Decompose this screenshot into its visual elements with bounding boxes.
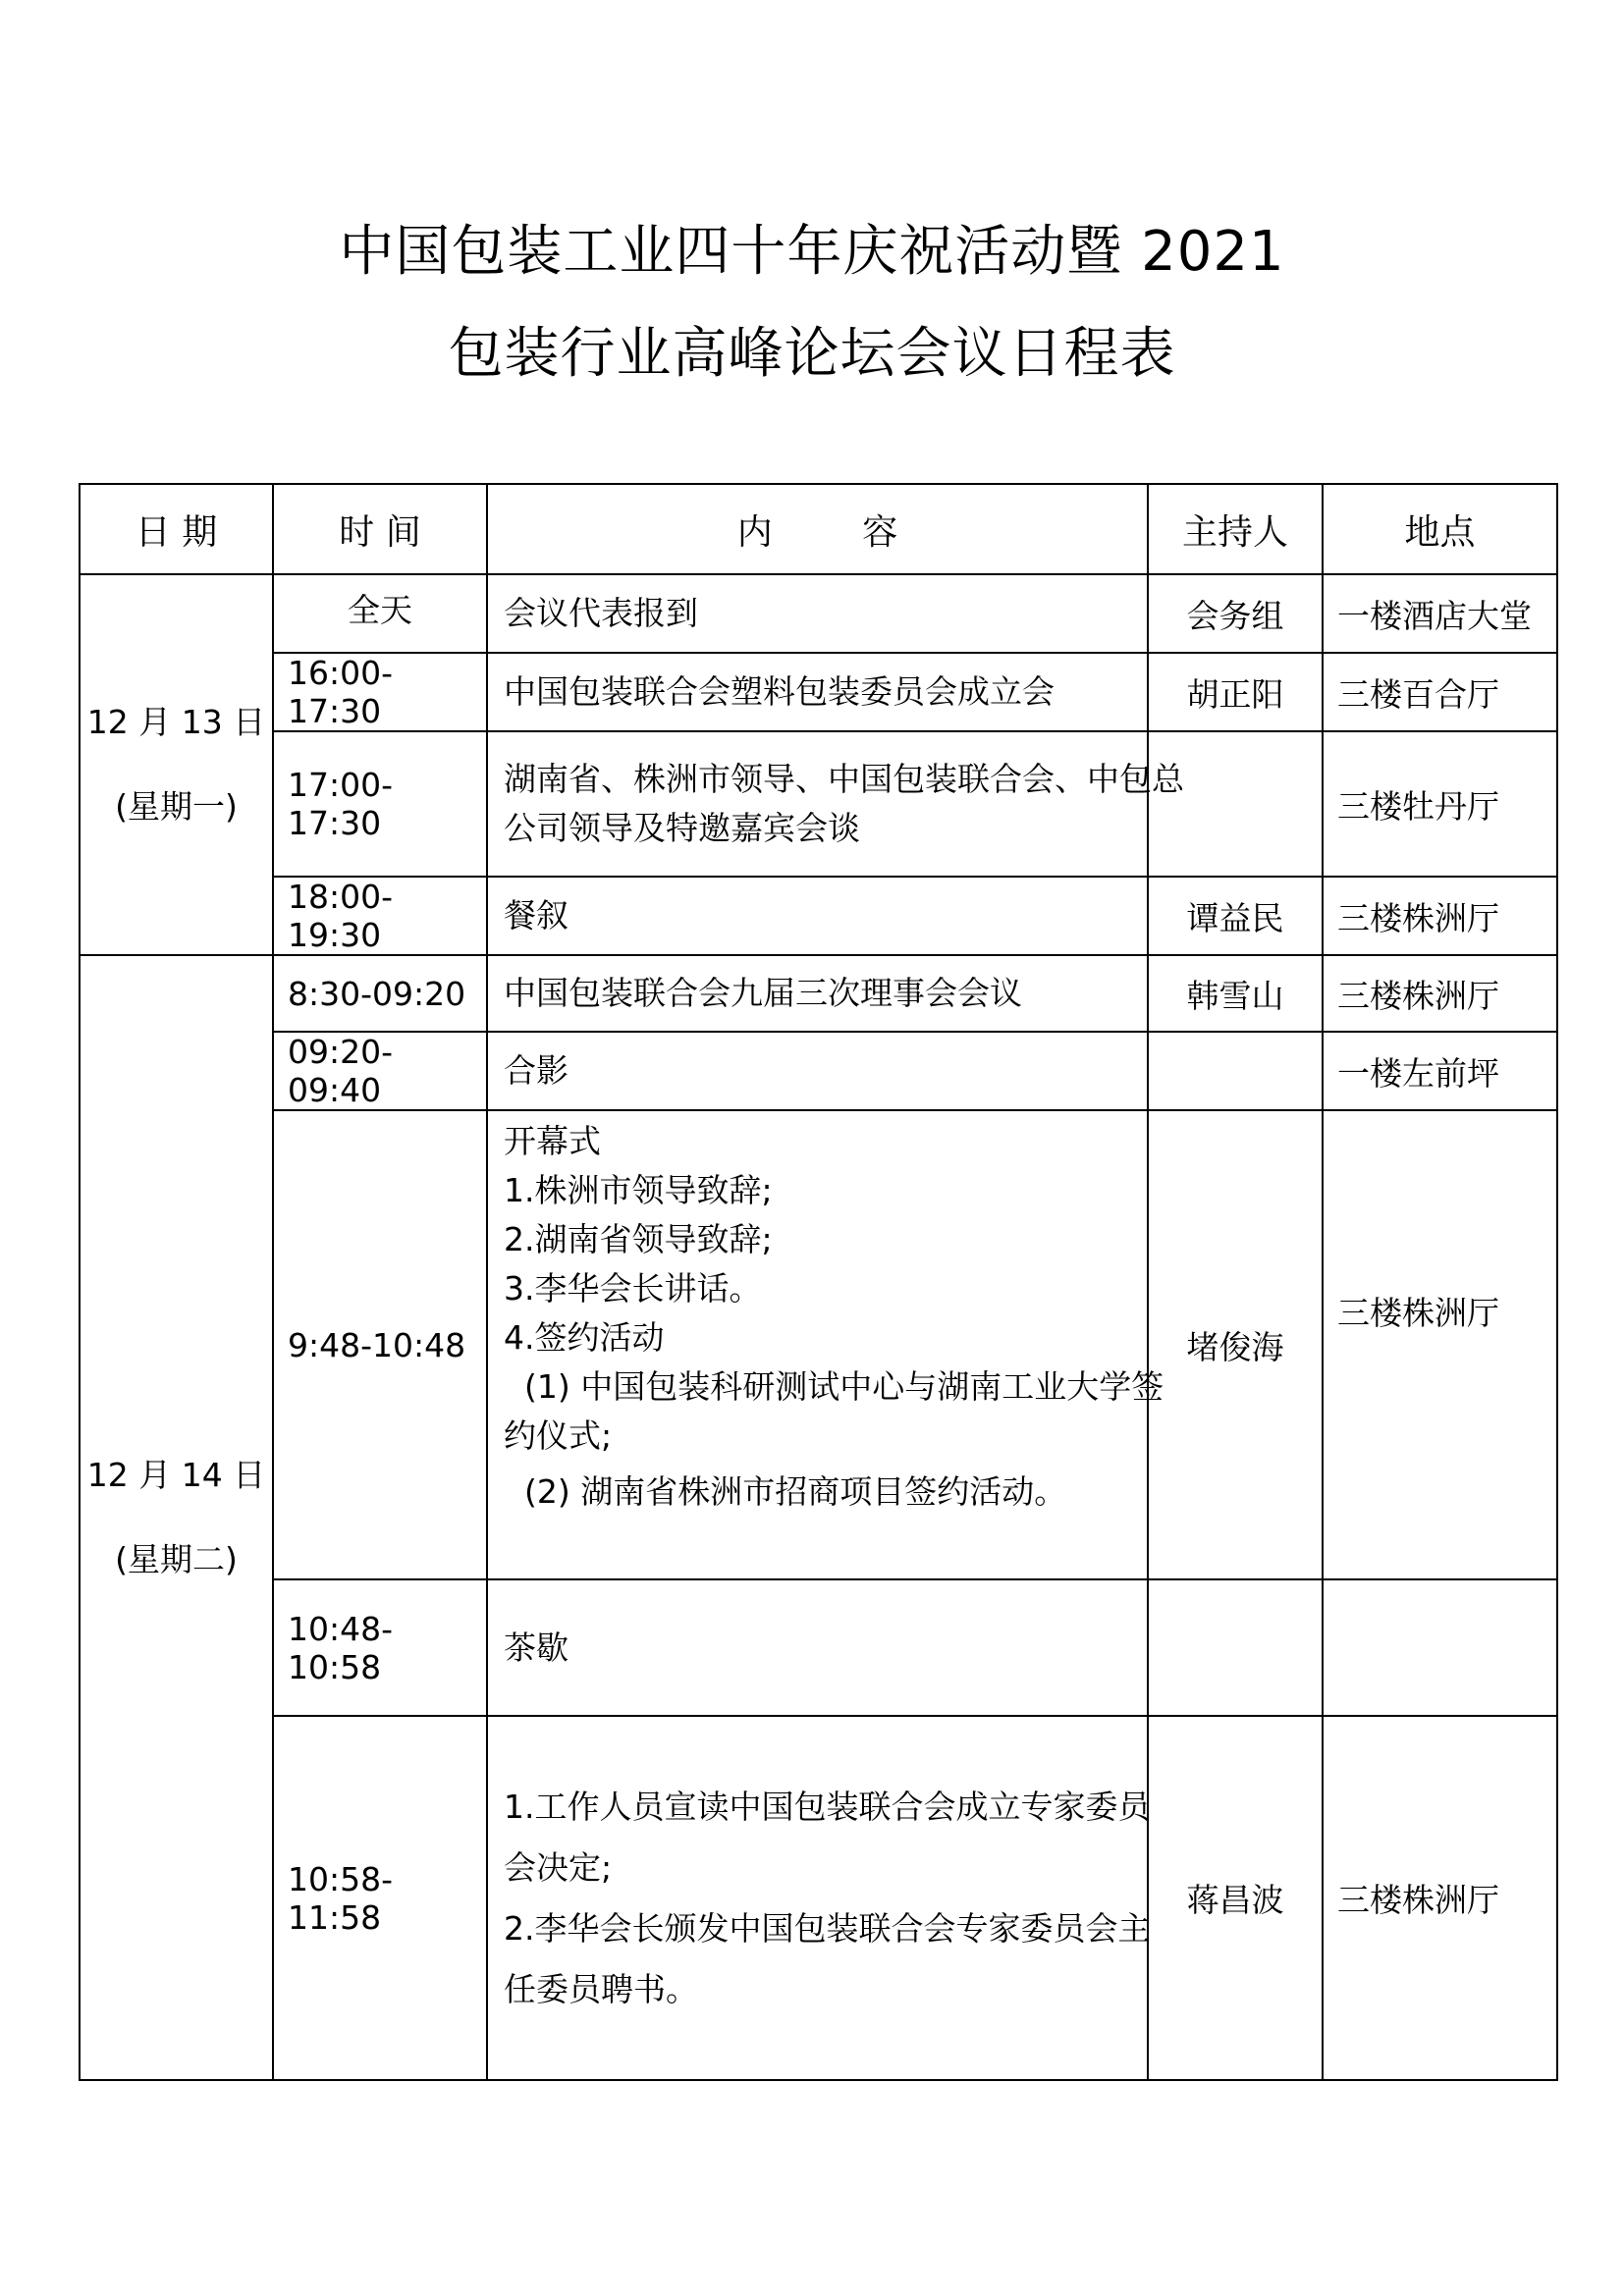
content-line: (2) 湖南省株洲市招商项目签约活动。 bbox=[504, 1472, 1067, 1511]
time-cell: 9:48-10:48 bbox=[273, 1110, 487, 1579]
host-cell: 堵俊海 bbox=[1148, 1110, 1323, 1579]
content-line: 2.湖南省领导致辞; bbox=[504, 1220, 773, 1258]
time-cell: 10:58-11:58 bbox=[273, 1716, 487, 2080]
date-cell-day1 bbox=[80, 574, 273, 955]
content-line: (1) 中国包装科研测试中心与湖南工业大学签 bbox=[504, 1367, 1164, 1406]
host-cell: 蒋昌波 bbox=[1148, 1716, 1323, 2080]
place-cell: 三楼百合厅 bbox=[1323, 653, 1557, 731]
table-row bbox=[80, 731, 1557, 877]
header-time: 时 间 bbox=[273, 484, 487, 574]
time-cell: 16:00-17:30 bbox=[273, 653, 487, 731]
time-cell: 全天 bbox=[273, 574, 487, 653]
content-cell bbox=[487, 1716, 1151, 2080]
document-title-line-2: 包装行业高峰论坛会议日程表 bbox=[448, 322, 1176, 386]
host-cell: 谭益民 bbox=[1148, 877, 1323, 955]
header-host: 主持人 bbox=[1148, 484, 1323, 574]
schedule-table bbox=[79, 483, 1558, 2081]
table-row bbox=[80, 574, 1557, 653]
table-row bbox=[80, 1579, 1557, 1716]
content-line: 约仪式; bbox=[504, 1416, 613, 1455]
time-cell: 17:00-17:30 bbox=[273, 731, 487, 877]
date-cell-day2 bbox=[80, 955, 273, 2080]
content-line: 1.株洲市领导致辞; bbox=[504, 1171, 773, 1209]
time-cell: 18:00-19:30 bbox=[273, 877, 487, 955]
time-cell: 10:48-10:58 bbox=[273, 1579, 487, 1716]
content-cell bbox=[487, 731, 1184, 877]
header-content: 内 容 bbox=[487, 484, 1148, 574]
content-cell: 合影 bbox=[487, 1032, 1148, 1110]
place-cell: 三楼株洲厅 bbox=[1323, 955, 1557, 1032]
content-cell: 会议代表报到 bbox=[487, 574, 1148, 653]
header-date: 日 期 bbox=[80, 484, 273, 574]
header-place: 地点 bbox=[1323, 484, 1557, 574]
content-line: 会决定; bbox=[504, 1847, 613, 1887]
place-cell: 三楼牡丹厅 bbox=[1323, 731, 1557, 877]
content-cell: 茶歇 bbox=[487, 1579, 1148, 1716]
content-cell bbox=[487, 1110, 1164, 1579]
host-cell bbox=[1148, 731, 1323, 877]
date-day2: 12 月 14 日 bbox=[86, 1456, 266, 1494]
place-cell: 一楼酒店大堂 bbox=[1323, 574, 1557, 653]
table-row bbox=[80, 1032, 1557, 1110]
content-line: 湖南省、株洲市领导、中国包装联合会、中包总 bbox=[504, 760, 1184, 798]
weekday-day1: (星期一) bbox=[115, 787, 238, 826]
host-cell bbox=[1148, 1032, 1323, 1110]
weekday-day2: (星期二) bbox=[115, 1540, 238, 1578]
content-cell: 餐叙 bbox=[487, 877, 1148, 955]
time-cell: 8:30-09:20 bbox=[273, 955, 487, 1032]
content-cell: 中国包装联合会九届三次理事会会议 bbox=[487, 955, 1148, 1032]
host-cell: 胡正阳 bbox=[1148, 653, 1323, 731]
table-row bbox=[80, 1716, 1557, 2080]
table-row bbox=[80, 653, 1557, 731]
table-header-row bbox=[80, 484, 1557, 574]
host-cell: 韩雪山 bbox=[1148, 955, 1323, 1032]
table-row bbox=[80, 955, 1557, 1032]
content-line: 开幕式 bbox=[504, 1122, 601, 1160]
content-line: 公司领导及特邀嘉宾会谈 bbox=[504, 809, 860, 847]
place-cell: 一楼左前坪 bbox=[1323, 1032, 1557, 1110]
table-row bbox=[80, 877, 1557, 955]
host-cell bbox=[1148, 1579, 1323, 1716]
content-line: 1.工作人员宣读中国包装联合会成立专家委员 bbox=[504, 1787, 1151, 1826]
time-cell: 09:20-09:40 bbox=[273, 1032, 487, 1110]
content-line: 2.李华会长颁发中国包装联合会专家委员会主 bbox=[504, 1908, 1151, 1948]
content-line: 3.李华会长讲话。 bbox=[504, 1269, 762, 1308]
date-day1: 12 月 13 日 bbox=[86, 703, 266, 741]
place-cell: 三楼株洲厅 bbox=[1323, 877, 1557, 955]
place-cell bbox=[1323, 1579, 1557, 1716]
place-cell: 三楼株洲厅 bbox=[1323, 1110, 1557, 1579]
content-line: 4.签约活动 bbox=[504, 1318, 665, 1357]
content-cell: 中国包装联合会塑料包装委员会成立会 bbox=[487, 653, 1148, 731]
place-cell: 三楼株洲厅 bbox=[1323, 1716, 1557, 2080]
document-title-line-1: 中国包装工业四十年庆祝活动暨 2021 bbox=[339, 220, 1285, 284]
host-cell: 会务组 bbox=[1148, 574, 1323, 653]
content-line: 任委员聘书。 bbox=[504, 1969, 698, 2008]
table-row bbox=[80, 1110, 1557, 1579]
